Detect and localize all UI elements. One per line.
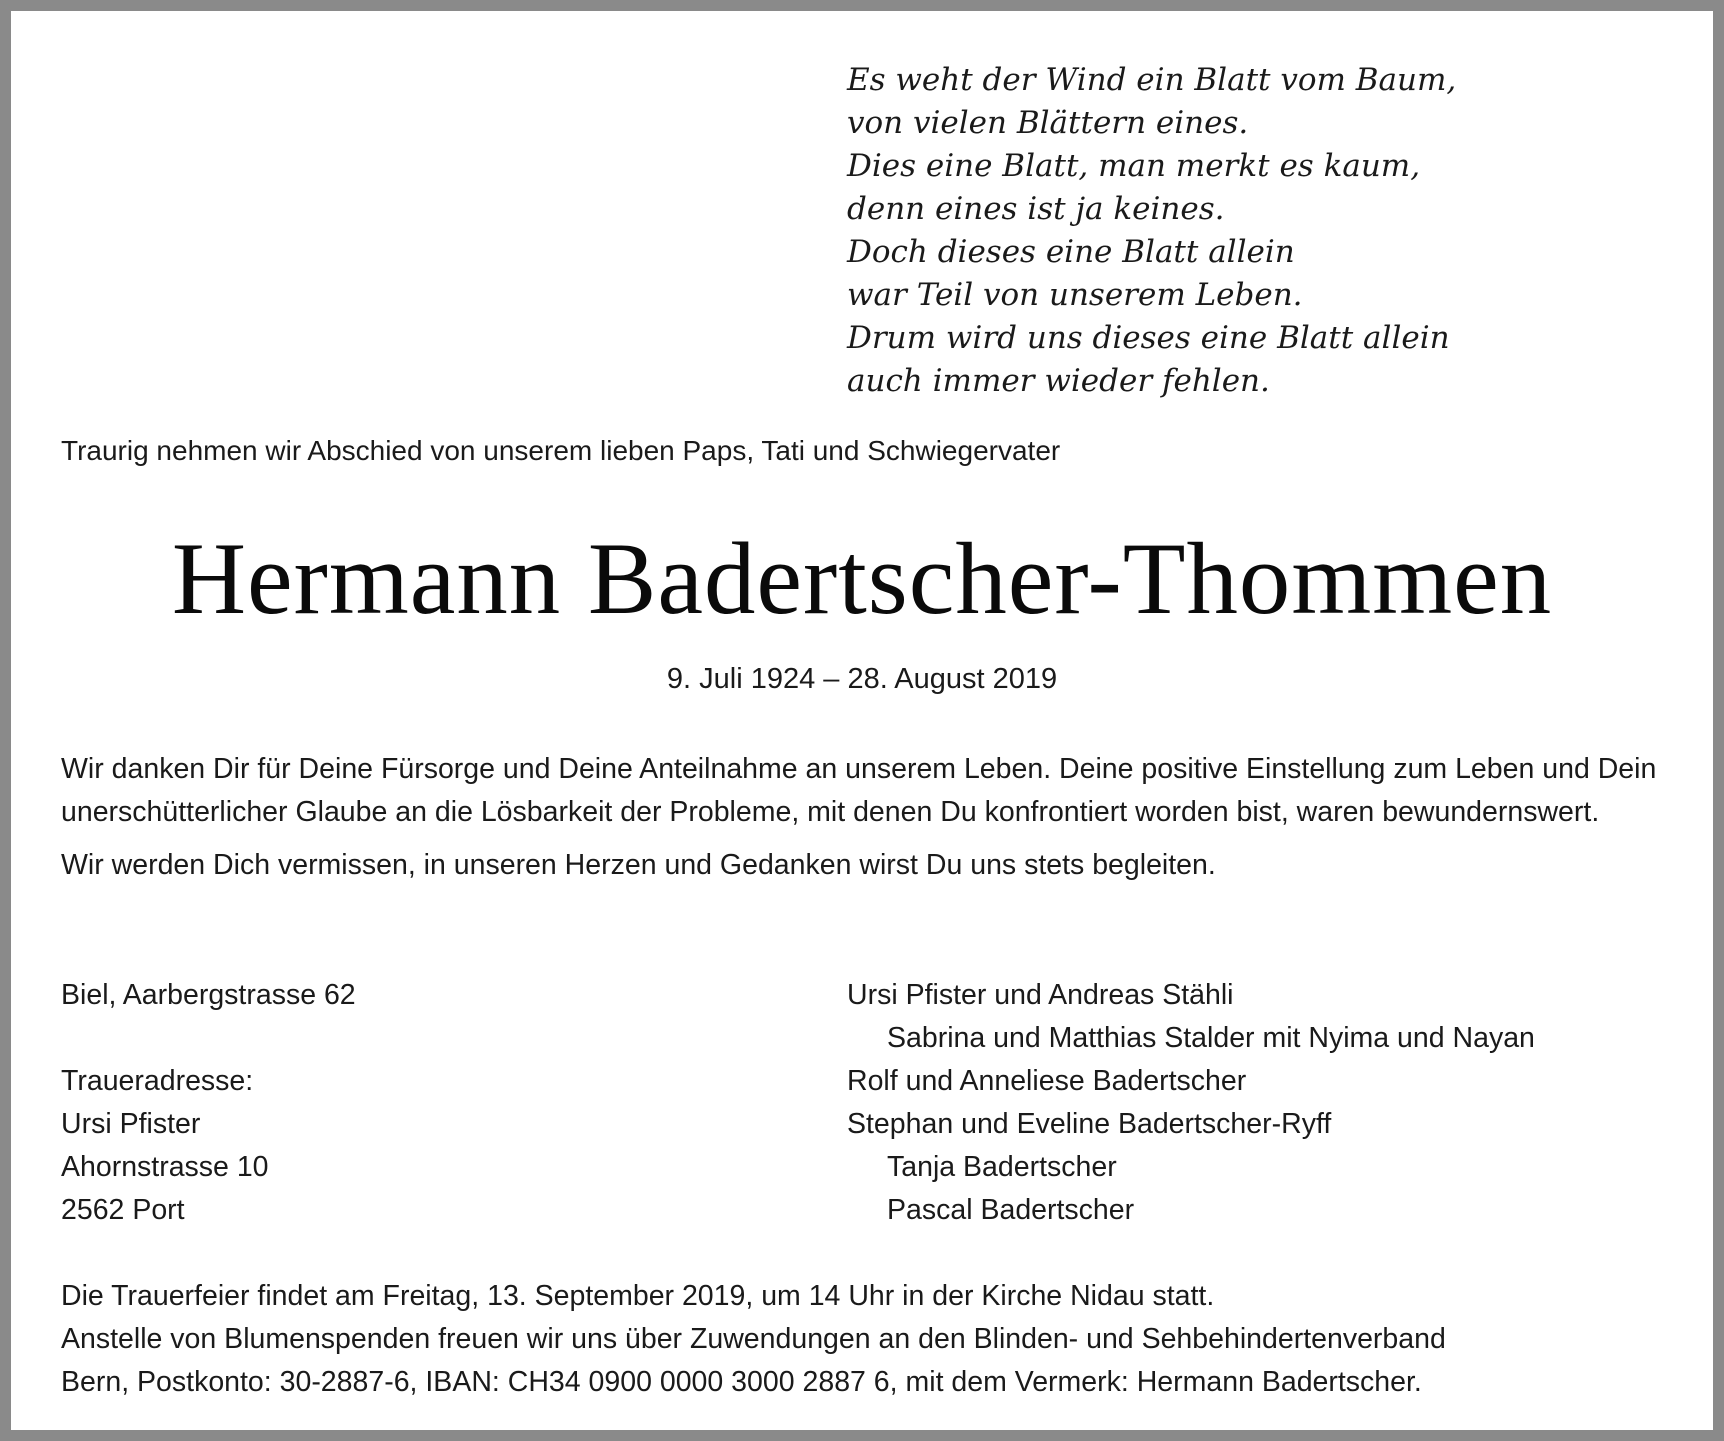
poem-line: Drum wird uns dieses eine Blatt allein (847, 320, 1450, 356)
family-member: Stephan und Eveline Badertscher-Ryff (847, 1108, 1332, 1140)
family-member: Sabrina und Matthias Stalder mit Nyima und Nayan (887, 1022, 1535, 1054)
place-line: Biel, Aarbergstrasse 62 (61, 979, 356, 1011)
life-dates: 9. Juli 1924 – 28. August 2019 (666, 663, 1058, 695)
mourning-address-city: 2562 Port (61, 1194, 185, 1226)
thanks-section (61, 748, 1681, 887)
poem-line: auch immer wieder fehlen. (847, 363, 1270, 399)
family-column (847, 974, 1535, 1232)
poem-line: Dies eine Blatt, man merkt es kaum, (847, 148, 1421, 184)
family-member: Tanja Badertscher (887, 1151, 1117, 1183)
family-member: Ursi Pfister und Andreas Stähli (847, 979, 1234, 1011)
family-member: Pascal Badertscher (887, 1194, 1135, 1226)
obituary-page (11, 11, 1713, 1430)
ceremony-info (61, 1275, 1681, 1404)
poem-line: denn eines ist ja keines. (847, 191, 1225, 227)
donation-account-line: Bern, Postkonto: 30-2887-6, IBAN: CH34 0900 0000 3000 2887 6, mit dem Vermerk: Hermann Badertscher. (61, 1366, 1422, 1398)
donation-line: Anstelle von Blumenspenden freuen wir uns über Zuwendungen an den Blinden- und Sehbehindertenverband (61, 1323, 1446, 1355)
poem-line: Es weht der Wind ein Blatt vom Baum, (847, 62, 1457, 98)
poem-line: Doch dieses eine Blatt allein (847, 234, 1295, 270)
farewell-paragraph: Wir werden Dich vermissen, in unseren Herzen und Gedanken wirst Du uns stets begleiten. (61, 849, 1216, 881)
address-column (61, 974, 356, 1232)
poem-line: von vielen Blättern eines. (847, 105, 1249, 141)
deceased-name: Hermann Badertscher-Thommen (171, 522, 1553, 636)
poem (847, 59, 1456, 403)
ceremony-line: Die Trauerfeier findet am Freitag, 13. September 2019, um 14 Uhr in der Kirche Nidau statt. (61, 1280, 1215, 1312)
mourning-address-name: Ursi Pfister (61, 1108, 201, 1140)
spacer (61, 1017, 356, 1060)
intro-text: Traurig nehmen wir Abschied von unserem lieben Paps, Tati und Schwiegervater (61, 435, 1061, 466)
family-member: Rolf und Anneliese Badertscher (847, 1065, 1247, 1097)
mourning-address-label: Traueradresse: (61, 1065, 254, 1097)
mourning-address-street: Ahornstrasse 10 (61, 1151, 269, 1183)
thanks-paragraph: Wir danken Dir für Deine Fürsorge und Deine Anteilnahme an unserem Leben. Deine positive Einstellung zum Leben und Dein unerschütterlicher Glaube an die Lösbarkeit der Probleme, mit denen Du konfrontiert worden bist, waren bewundernswert. (61, 753, 1657, 828)
poem-line: war Teil von unserem Leben. (847, 277, 1303, 313)
